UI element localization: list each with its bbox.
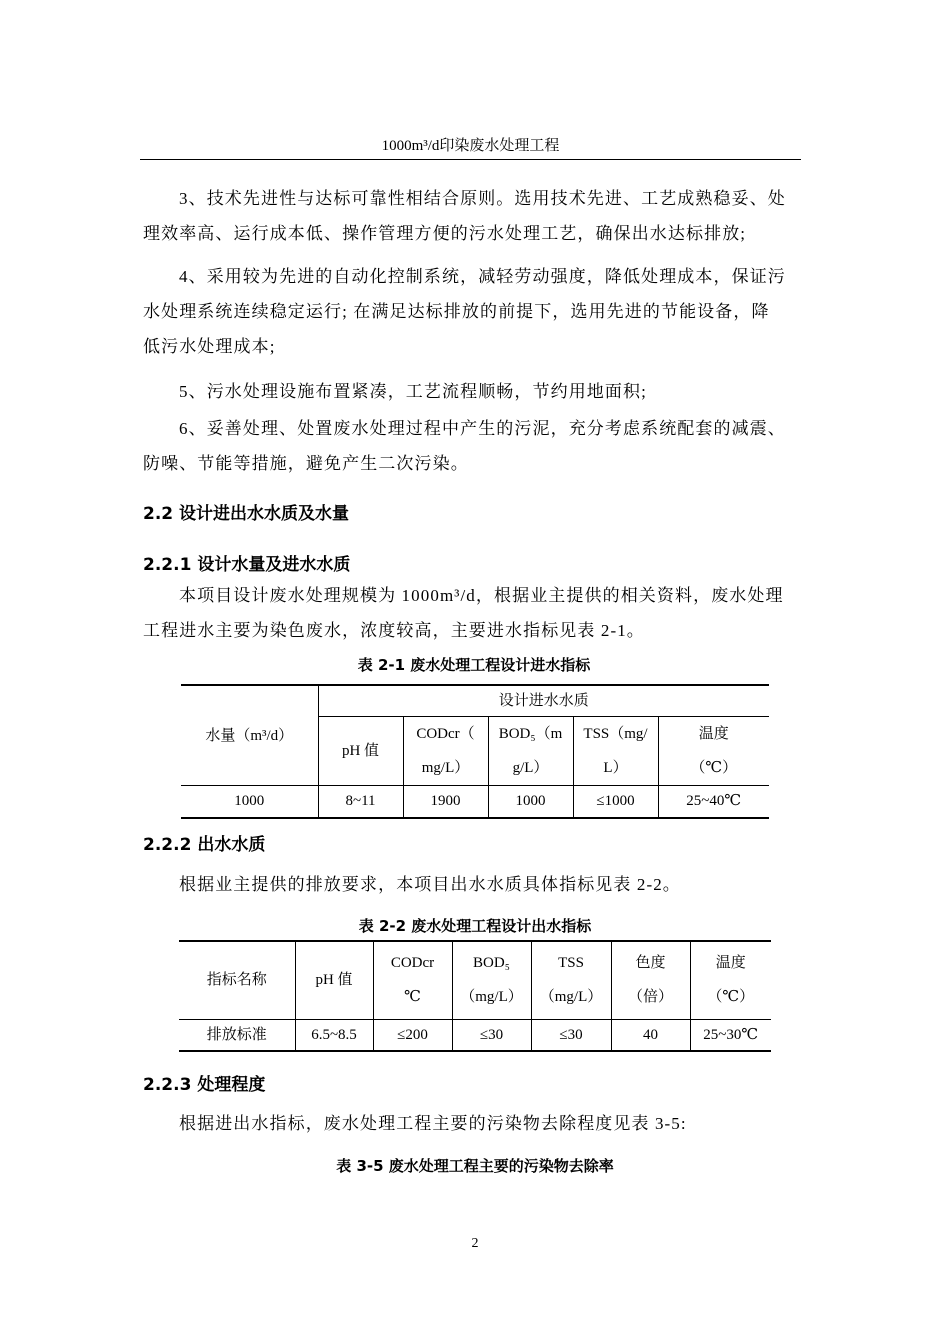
table-header-text: （mg/L） <box>539 989 603 1006</box>
section-heading-2-2-2: 2.2.2 出水水质 <box>143 835 266 855</box>
table-header-text: 温度 <box>715 955 746 972</box>
table-cell: 8~11 <box>318 786 403 818</box>
table-caption-3-5: 表 3-5 废水处理工程主要的污染物去除率 <box>336 1157 614 1175</box>
table-header-text: mg/L） <box>421 760 470 776</box>
table-row <box>179 1019 771 1051</box>
paragraph-line: 本项目设计废水处理规模为 1000m³/d，根据业主提供的相关资料，废水处理 <box>179 586 784 605</box>
running-header: 1000m³/d印染废水处理工程 <box>381 138 560 154</box>
paragraph-line: 6、妥善处理、处置废水处理过程中产生的污泥，充分考虑系统配套的减震、 <box>179 419 786 438</box>
paragraph-line: 4、采用较为先进的自动化控制系统，减轻劳动强度，降低处理成本，保证污 <box>179 267 786 286</box>
table-header-text: BOD₅（m <box>498 726 563 742</box>
header-rule <box>140 159 801 160</box>
table-cell: 1000 <box>181 786 318 818</box>
table-header-text: TSS <box>558 955 584 972</box>
table-header-text: （倍） <box>627 989 673 1006</box>
table-header-text: （mg/L） <box>460 989 523 1006</box>
paragraph-line: 3、技术先进性与达标可靠性相结合原则。选用技术先进、工艺成熟稳妥、处 <box>179 189 786 208</box>
table-column-header <box>318 717 403 786</box>
table-cell: ≤30 <box>531 1019 611 1051</box>
table-header-text: 色度 <box>635 955 666 972</box>
paragraph-line: 根据业主提供的排放要求，本项目出水水质具体指标见表 2-2。 <box>179 875 681 894</box>
table-column-header <box>611 941 690 1019</box>
section-heading-2-2: 2.2 设计进出水水质及水量 <box>143 504 350 524</box>
table-header-text: （℃） <box>707 989 755 1006</box>
table-header-text: CODcr（ <box>416 726 475 742</box>
table-column-header <box>690 941 771 1019</box>
table-caption-2-2: 表 2-2 废水处理工程设计出水指标 <box>358 917 592 935</box>
table-2-2 <box>179 940 771 1052</box>
table-cell: 25~40℃ <box>658 786 769 818</box>
table-header-text: （℃） <box>690 760 738 776</box>
table-column-header <box>179 941 295 1019</box>
table-cell: 25~30℃ <box>690 1019 771 1051</box>
table-header-cell: 水量（m³/d） <box>205 727 294 744</box>
paragraph-2-2-1 <box>143 578 809 648</box>
table-cell: 1000 <box>488 786 573 818</box>
table-column-header <box>531 941 611 1019</box>
table-header-text: L） <box>603 760 628 776</box>
paragraph-line: 理效率高、运行成本低、操作管理方便的污水处理工艺，确保出水达标排放; <box>143 224 747 243</box>
table-header-text: pH 值 <box>341 743 380 759</box>
table-2-1 <box>181 684 769 819</box>
table-cell: 1900 <box>403 786 488 818</box>
table-cell: ≤1000 <box>573 786 658 818</box>
table-column-header <box>573 717 658 786</box>
paragraph-line: 防噪、节能等措施，避免产生二次污染。 <box>143 454 469 473</box>
paragraph-line: 根据进出水指标，废水处理工程主要的污染物去除程度见表 3-5: <box>179 1114 687 1133</box>
paragraph-line: 工程进水主要为染色废水，浓度较高，主要进水指标见表 2-1。 <box>143 621 645 640</box>
paragraph-principle-6 <box>143 411 809 481</box>
table-column-header <box>373 941 452 1019</box>
table-caption-2-1: 表 2-1 废水处理工程设计进水指标 <box>357 656 591 674</box>
page-number: 2 <box>471 1236 479 1251</box>
table-cell: ≤200 <box>373 1019 452 1051</box>
table-column-header <box>488 717 573 786</box>
paragraph-line: 水处理系统连续稳定运行; 在满足达标排放的前提下，选用先进的节能设备，降 <box>143 302 770 321</box>
table-cell: 排放标准 <box>179 1019 295 1051</box>
table-row-header-flow <box>181 685 318 786</box>
table-cell: ≤30 <box>452 1019 531 1051</box>
table-group-header: 设计进水水质 <box>318 685 769 717</box>
table-row <box>181 786 769 818</box>
table-header-text: TSS（mg/ <box>583 726 648 742</box>
table-cell: 6.5~8.5 <box>295 1019 373 1051</box>
section-heading-2-2-3: 2.2.3 处理程度 <box>143 1075 266 1095</box>
section-heading-2-2-1: 2.2.1 设计水量及进水水质 <box>143 555 351 575</box>
table-header-text: 指标名称 <box>206 972 267 989</box>
paragraph-principle-5 <box>143 374 809 409</box>
table-column-header <box>295 941 373 1019</box>
paragraph-2-2-2 <box>143 867 809 902</box>
table-header-text: BOD₅ <box>473 955 510 972</box>
table-header-text: CODcr <box>390 955 435 972</box>
table-column-header <box>403 717 488 786</box>
table-header-text: ℃ <box>404 989 421 1006</box>
table-column-header <box>658 717 769 786</box>
table-cell: 40 <box>611 1019 690 1051</box>
paragraph-principle-4 <box>143 259 809 364</box>
table-header-text: pH 值 <box>315 972 353 989</box>
table-header-text: 温度 <box>698 726 729 742</box>
table-header-text: g/L） <box>512 760 549 776</box>
table-column-header <box>452 941 531 1019</box>
paragraph-line: 5、污水处理设施布置紧凑，工艺流程顺畅，节约用地面积; <box>179 382 647 401</box>
paragraph-line: 低污水处理成本; <box>143 337 276 356</box>
paragraph-2-2-3 <box>143 1106 809 1141</box>
paragraph-principle-3 <box>143 181 809 251</box>
